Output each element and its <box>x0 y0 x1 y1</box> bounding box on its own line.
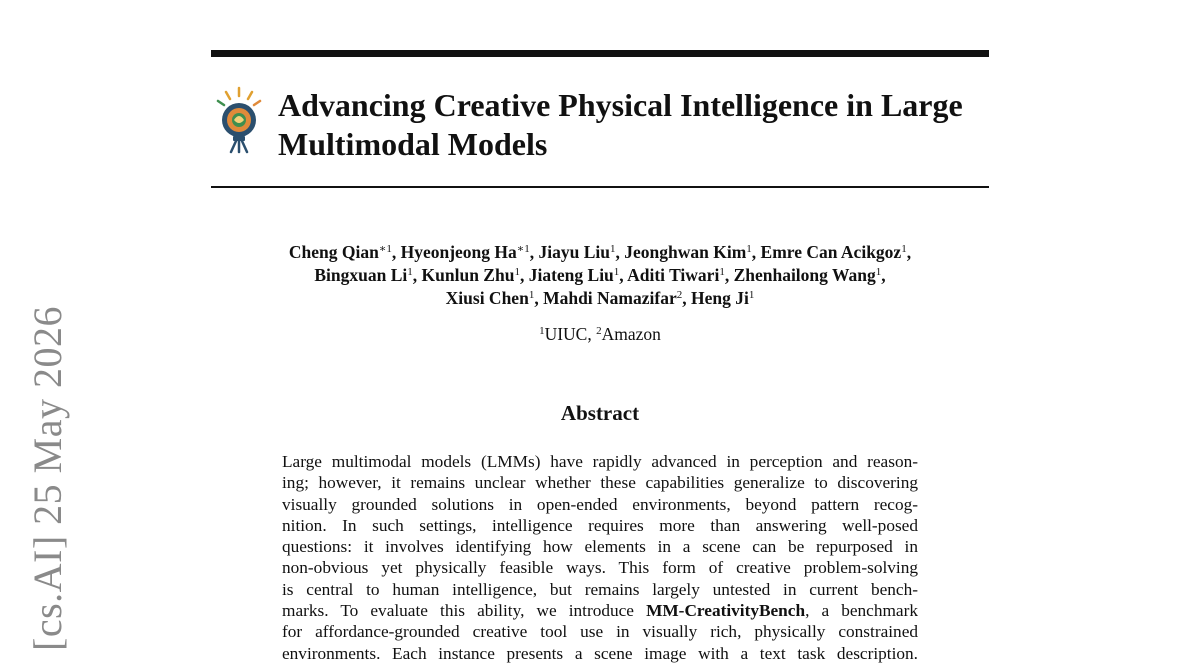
author-line-1: Cheng Qian$^{∗1}$, Hyeonjeong $Ha^{∗1}$, Jiayu Liu$^1$, Jeonghwan Kim$^1$, Emre Can Acikgoz$^1$, <box>288 242 912 262</box>
author-mark: 1 <box>613 266 620 278</box>
abstract-heading: Abstract <box>560 401 640 425</box>
author-mark: 1 <box>407 266 413 278</box>
arxiv-stamp-text: [cs.AI] 25 May 2026 <box>25 306 70 651</box>
abstract-line: non-obvious yet physically feasible ways. This form of creative problem-solving <box>282 558 918 578</box>
abstract-line: nition. In such settings, intelligence requires more than answering well-posed <box>282 515 918 535</box>
author-name: Xiusi Chen <box>445 288 529 308</box>
title-line-2: Multimodal Models <box>278 126 548 162</box>
top-rule <box>211 50 989 57</box>
author-name: Aditi Tiwari <box>627 265 720 285</box>
abstract-line: ing; however, it remains unclear whether these capabilities generalize to discovering <box>282 473 918 493</box>
author-list <box>200 241 1000 310</box>
author-line-2: Bingxuan Li$^1$, Kunlun Zhu$^1$, Jiateng Liu$^1$, Aditi Tiwari$^1$, Zhenhailong Wang$^1$, <box>314 265 886 285</box>
affiliations: $^1$UIUC, $^2$Amazon <box>539 324 661 344</box>
author-name: Zhenhailong Wang <box>733 265 876 285</box>
author-mark: ∗1 <box>378 243 392 255</box>
abstract-line: Large multimodal models (LMMs) have rapidly advanced in perception and reason- <box>282 452 918 471</box>
title-line-1: Advancing Creative Physical Intelligence in Large <box>278 87 963 123</box>
author-mark: 1 <box>719 266 725 278</box>
author-name: Jiayu Liu <box>538 242 611 262</box>
benchmark-name: MM-CreativityBench <box>646 601 806 621</box>
author-name: Kunlun Zhu <box>421 265 515 285</box>
author-mark: ∗1 <box>516 243 530 255</box>
author-name: Jiateng Liu <box>528 265 614 285</box>
abstract-line: questions: it involves identifying how elements in a scene can be repurposed in <box>282 537 918 557</box>
author-mark: 1 <box>875 266 882 278</box>
author-mark: 2 <box>676 289 683 301</box>
author-mark: 1 <box>748 289 755 301</box>
author-mark: 1 <box>514 266 520 278</box>
affiliation-mark: 2 <box>596 325 602 337</box>
author-name: Cheng Qian <box>288 242 379 262</box>
abstract-line-benchmark: marks. To evaluate this ability, we introduce MM-CreativityBench, a benchmark <box>282 601 918 621</box>
abstract-line: visually grounded solutions in open-ended environments, beyond pattern recog- <box>282 494 918 514</box>
abstract-line: is central to human intelligence, but remains largely untested in current bench- <box>282 579 918 599</box>
author-name: Emre Can Acikgoz <box>760 242 902 262</box>
paper-title <box>278 86 998 164</box>
author-name: Jeonghwan Kim <box>624 242 747 262</box>
arxiv-side-stamp <box>22 0 74 651</box>
author-line-3: Xiusi Chen$^1$, Mahdi Namazifar$^2$, Heng Ji$^1$ <box>445 288 755 308</box>
affiliation-name: Amazon <box>601 324 661 344</box>
author-mark: 1 <box>901 243 907 255</box>
lightbulb-logo-icon <box>214 86 266 156</box>
affiliation-mark: 1 <box>539 325 545 337</box>
affiliation-name: UIUC <box>544 324 588 344</box>
abstract-line: for affordance-grounded creative tool use in visually rich, physically constrained <box>282 622 918 642</box>
author-mark: 1 <box>746 243 752 255</box>
author-name: Hyeonjeong Ha <box>400 242 517 262</box>
author-mark: 1 <box>528 289 535 301</box>
title-rule <box>211 186 989 188</box>
author-name: Mahdi Namazifar <box>543 288 677 308</box>
abstract-body <box>282 451 918 664</box>
author-name: Heng Ji <box>690 288 749 308</box>
author-mark: 1 <box>610 243 616 255</box>
author-name: Bingxuan Li <box>314 265 408 285</box>
abstract-line: environments. Each instance presents a scene image with a text task description. <box>282 643 918 663</box>
